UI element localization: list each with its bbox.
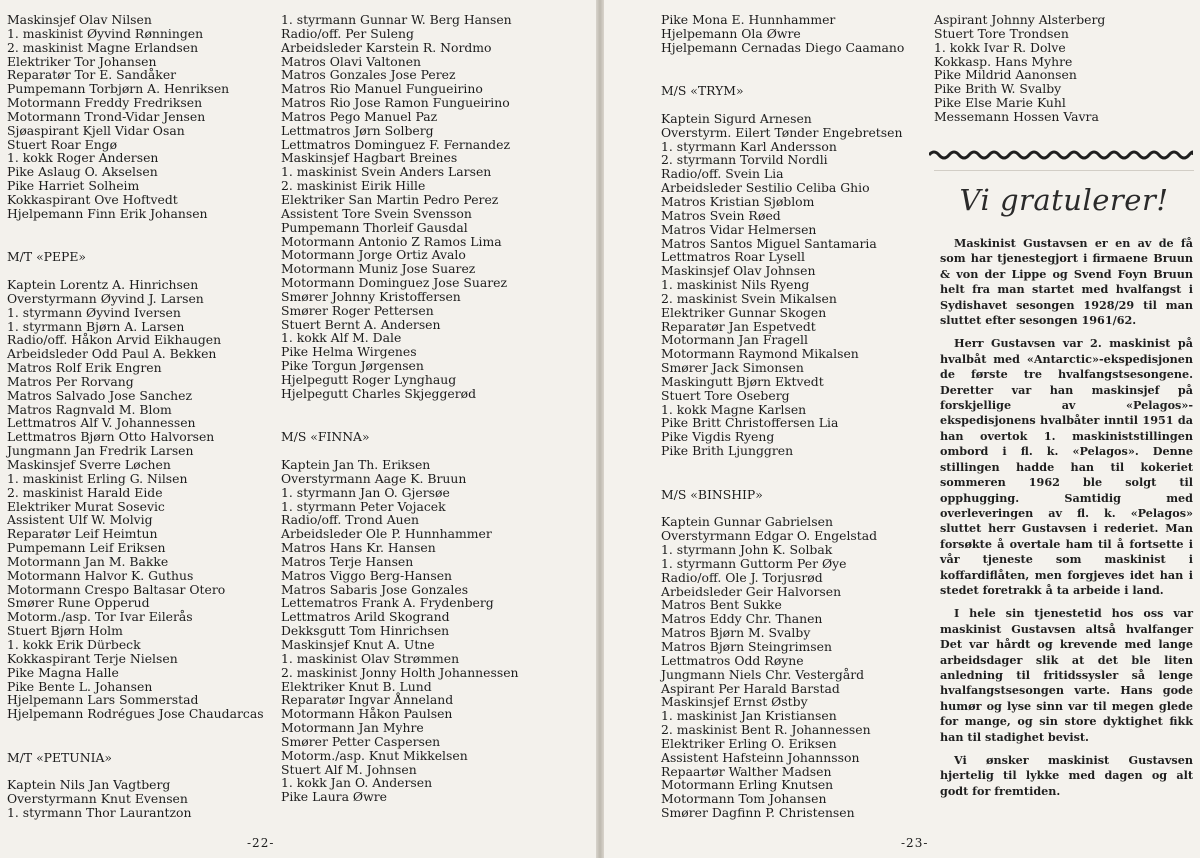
crew-entry: Kokkasp. Hans Myhre: [934, 53, 1073, 69]
crew-entry: Pumpemann Torbjørn A. Henriksen: [7, 81, 230, 97]
crew-entry: Lettmatros Dominguez F. Fernandez: [281, 136, 510, 152]
crew-entry: Pike Aslaug O. Akselsen: [7, 164, 158, 180]
crew-entry: Matros Rolf Erik Engren: [7, 360, 162, 376]
crew-entry: Overstyrm. Eilert Tønder Engebretsen: [661, 124, 903, 140]
crew-entry: 2. maskinist Harald Eide: [7, 484, 163, 500]
page-23: [604, 0, 1200, 858]
article-paragraph: Maskinist Gustavsen er en av de få som har tjenestegjort i firmaene Bruun & von der Lippe og Svend Foyn Bruun helt fra man startet med hvalfangst i Sydishavet sesongen 1928/29 til man sluttet efter sesongen 1961/62.: [940, 236, 1193, 328]
crew-entry: 1. styrmann Karl Andersson: [661, 138, 837, 154]
crew-entry: Overstyrmann Edgar O. Engelstad: [661, 528, 878, 544]
crew-entry: Lettmatros Arild Skogrand: [281, 609, 450, 625]
crew-entry: Stuert Bjørn Holm: [7, 623, 123, 639]
list-spacer: [661, 68, 931, 82]
crew-entry: Elektriker Tor Johansen: [7, 53, 157, 69]
crew-entry: Lettmatros Jørn Solberg: [281, 122, 434, 138]
crew-entry: 1. styrmann Guttorm Per Øye: [661, 555, 847, 571]
crew-entry: Smører Dagfinn P. Christensen: [661, 805, 855, 821]
ship-heading: M/T «PETUNIA»: [7, 749, 112, 765]
crew-entry: 1. kokk Magne Karlsen: [661, 401, 807, 417]
crew-entry: Maskinsjef Sverre Løchen: [7, 457, 171, 472]
crew-entry: Matros Viggo Berg-Hansen: [281, 567, 453, 583]
crew-entry: Jungmann Niels Chr. Vestergård: [661, 666, 865, 682]
crew-entry: Elektriker Knut B. Lund: [281, 678, 432, 694]
crew-entry: Kaptein Sigurd Arnesen: [661, 110, 812, 126]
crew-entry: Smører Rune Opperud: [7, 595, 150, 611]
crew-list-column-4: [934, 13, 1194, 124]
crew-entry: 1. kokk Ivar R. Dolve: [934, 39, 1066, 55]
book-gutter: [596, 0, 604, 858]
crew-entry: Motormann Trond-Vidar Jensen: [7, 108, 206, 124]
crew-entry: 1. maskinist Nils Ryeng: [661, 277, 810, 293]
crew-entry: Lettmatros Alf V. Johannessen: [7, 415, 196, 431]
crew-entry: Pike Magna Halle: [7, 664, 119, 680]
list-spacer: [661, 55, 931, 69]
crew-entry: Elektriker Gunnar Skogen: [661, 304, 827, 320]
crew-entry: 1. styrmann Peter Vojacek: [281, 498, 446, 514]
article-paragraph: Vi ønsker maskinist Gustavsen hjertelig til lykke med dagen og alt godt for fremtiden.: [940, 753, 1193, 798]
page-number: -22-: [247, 836, 275, 850]
crew-entry: Hjelpemann Finn Erik Johansen: [7, 205, 208, 221]
crew-entry: Stuert Tore Trondsen: [934, 25, 1069, 41]
list-spacer: [7, 235, 277, 249]
crew-entry: Motormann Jan Myhre: [281, 720, 424, 736]
crew-entry: 1. styrmann Gunnar W. Berg Hansen: [281, 12, 512, 27]
crew-list-column-1: [7, 13, 277, 820]
crew-entry: Matros Olavi Valtonen: [281, 53, 422, 69]
crew-entry: Motormann Antonio Z Ramos Lima: [281, 233, 502, 249]
article-paragraph: I hele sin tjenestetid hos oss var maskinist Gustavsen altså hvalfanger Det var hårdt og krevende med lange arbeidsdager slik at det ble liten anledning til fritidssysler så lenge hvalfangstsesongen varte. Hans gode humør og lyse sinn var til megen glede for mange, og sin store dyktighet fikk han til stadighet bevist.: [940, 606, 1193, 744]
crew-entry: 2. maskinist Svein Mikalsen: [661, 290, 837, 306]
list-spacer: [281, 444, 581, 458]
list-spacer: [7, 721, 277, 735]
crew-entry: Motorm./asp. Tor Ivar Eilerås: [7, 609, 193, 625]
crew-entry: Pike Bente L. Johansen: [7, 678, 153, 694]
list-spacer: [661, 502, 931, 516]
crew-entry: Hjelpegutt Roger Lynghaug: [281, 371, 457, 387]
crew-entry: Pike Britt Christoffersen Lia: [661, 415, 839, 431]
crew-entry: Matros Ragnvald M. Blom: [7, 401, 172, 417]
ship-heading: M/S «FINNA»: [281, 429, 370, 445]
crew-entry: Kaptein Nils Jan Vagtberg: [7, 777, 171, 793]
crew-entry: Reparatør Ingvar Ånneland: [281, 692, 454, 708]
crew-entry: Matros Rio Manuel Fungueirino: [281, 81, 483, 97]
crew-entry: Repaartør Walther Madsen: [661, 763, 832, 779]
crew-entry: Arbeidsleder Sestilio Celiba Ghio: [661, 180, 870, 196]
crew-entry: Radio/off. Håkon Arvid Eikhaugen: [7, 332, 222, 348]
crew-entry: Pike Laura Øwre: [281, 789, 387, 805]
crew-entry: Lettmatros Roar Lysell: [661, 249, 805, 265]
crew-entry: Reparatør Leif Heimtun: [7, 526, 158, 542]
crew-entry: Radio/off. Per Suleng: [281, 25, 414, 41]
list-spacer: [7, 221, 277, 235]
crew-entry: 2. maskinist Eirik Hille: [281, 178, 426, 194]
crew-entry: Hjelpegutt Charles Skjeggerød: [281, 385, 477, 401]
crew-entry: Matros Per Rorvang: [7, 373, 134, 389]
crew-entry: Kokkaspirant Terje Nielsen: [7, 650, 178, 666]
crew-entry: Maskinsjef Knut A. Utne: [281, 636, 435, 652]
crew-entry: Pike Brith W. Svalby: [934, 81, 1062, 97]
crew-entry: Smører Jack Simonsen: [661, 360, 804, 376]
crew-entry: Matros Bent Sukke: [661, 597, 782, 613]
crew-entry: Radio/off. Ole J. Torjusrød: [661, 569, 823, 585]
crew-entry: Messemann Hossen Vavra: [934, 108, 1099, 124]
crew-entry: Matros Hans Kr. Hansen: [281, 540, 436, 556]
wave-divider: [929, 147, 1193, 163]
crew-entry: 1. maskinist Jan Kristiansen: [661, 708, 837, 724]
article-paragraph: Herr Gustavsen var 2. maskinist på hvalbåt med «Antarctic»-ekspedisjonen de første tre hvalfangstsesongene. Deretter var han maskinsjef på forskjellige av «Pelagos»-ekspedisjonens hvalbåter inntil 1951 da han overtok 1. maskiniststillingen ombord i fl. k. «Pelagos». Denne stillingen hadde han til kokeriet sommeren 1962 ble solgt til opphugging. Samtidig med overleveringen av fl. k. «Pelagos» sluttet herr Gustavsen i rederiet. Man forsøkte å overtale ham til å fortsette i vår tjeneste som maskinist i koffardiflåten, men forgjeves idet han i stedet foretrakk å ta arbeide i land.: [940, 336, 1193, 597]
crew-entry: Stuert Alf M. Johnsen: [281, 761, 417, 777]
crew-entry: Motormann Freddy Fredriksen: [7, 95, 203, 111]
crew-entry: 1. kokk Roger Andersen: [7, 150, 159, 166]
crew-entry: Kaptein Lorentz A. Hinrichsen: [7, 277, 199, 293]
crew-entry: Motormann Raymond Mikalsen: [661, 346, 859, 362]
crew-entry: Stuert Roar Engø: [7, 136, 118, 152]
crew-entry: Arbeidsleder Geir Halvorsen: [661, 583, 842, 599]
crew-entry: Pumpemann Thorleif Gausdal: [281, 219, 468, 235]
crew-entry: 1. styrmann Thor Laurantzon: [7, 805, 192, 821]
crew-entry: Assistent Hafsteinn Johannsson: [661, 749, 860, 765]
crew-entry: Motormann Halvor K. Guthus: [7, 567, 194, 583]
list-spacer: [661, 98, 931, 112]
crew-entry: Matros Terje Hansen: [281, 553, 414, 569]
crew-entry: Matros Kristian Sjøblom: [661, 193, 815, 209]
article-title: Vi gratulerer!: [959, 183, 1169, 217]
crew-entry: Matros Pego Manuel Paz: [281, 108, 438, 124]
crew-entry: Lettmatros Odd Røyne: [661, 652, 804, 668]
crew-entry: Matros Svein Røed: [661, 207, 781, 223]
crew-entry: Matros Rio Jose Ramon Fungueirino: [281, 95, 510, 111]
crew-entry: Matros Eddy Chr. Thanen: [661, 611, 823, 627]
crew-entry: Smører Petter Caspersen: [281, 733, 441, 749]
crew-entry: Radio/off. Svein Lia: [661, 166, 784, 182]
crew-entry: Radio/off. Trond Auen: [281, 512, 419, 528]
crew-entry: Hjelpemann Lars Sommerstad: [7, 692, 199, 708]
crew-entry: 1. styrmann Jan O. Gjersøe: [281, 484, 450, 500]
crew-entry: Pike Mona E. Hunnhammer: [661, 12, 836, 27]
page-number: -23-: [901, 836, 929, 850]
ship-heading: M/T «PEPE»: [7, 249, 86, 265]
crew-entry: Stuert Bernt A. Andersen: [281, 316, 441, 332]
list-spacer: [661, 458, 931, 472]
crew-entry: Pike Harriet Solheim: [7, 178, 140, 194]
crew-entry: Matros Gonzales Jose Perez: [281, 67, 456, 83]
crew-entry: 1. maskinist Erling G. Nilsen: [7, 470, 188, 486]
crew-list-column-2: [281, 13, 581, 804]
crew-entry: Pike Vigdis Ryeng: [661, 429, 775, 445]
crew-entry: Stuert Tore Oseberg: [661, 387, 790, 403]
crew-entry: Aspirant Johnny Alsterberg: [934, 12, 1106, 27]
crew-entry: 1. kokk Jan O. Andersen: [281, 775, 433, 791]
crew-entry: Maskinsjef Olav Johnsen: [661, 263, 816, 279]
ship-heading: M/S «TRYM»: [661, 83, 744, 99]
crew-entry: 2. maskinist Bent R. Johannessen: [661, 722, 871, 738]
crew-entry: Pike Brith Ljunggren: [661, 443, 794, 459]
crew-entry: 2. maskinist Jonny Holth Johannessen: [281, 664, 519, 680]
crew-entry: Overstyrmann Øyvind J. Larsen: [7, 290, 204, 306]
crew-entry: Reparatør Tor E. Sandåker: [7, 67, 177, 83]
list-spacer: [661, 472, 931, 486]
crew-list-column-3: [661, 13, 931, 820]
crew-entry: Hjelpemann Cernadas Diego Caamano: [661, 39, 905, 55]
article-body: [940, 236, 1193, 807]
list-spacer: [7, 765, 277, 779]
crew-entry: 2. styrmann Torvild Nordli: [661, 152, 828, 168]
crew-entry: Dekksgutt Tom Hinrichsen: [281, 623, 450, 639]
crew-entry: Matros Bjørn M. Svalby: [661, 625, 811, 641]
crew-entry: Motormann Crespo Baltasar Otero: [7, 581, 226, 597]
crew-entry: Motormann Muniz Jose Suarez: [281, 261, 476, 277]
crew-entry: Reparatør Jan Espetvedt: [661, 318, 816, 334]
crew-entry: Pike Else Marie Kuhl: [934, 95, 1066, 111]
list-spacer: [281, 401, 581, 415]
ship-heading: M/S «BINSHIP»: [661, 486, 763, 502]
crew-entry: Matros Bjørn Steingrimsen: [661, 638, 832, 654]
crew-entry: Arbeidsleder Odd Paul A. Bekken: [7, 346, 217, 362]
crew-entry: Matros Sabaris Jose Gonzales: [281, 581, 469, 597]
list-spacer: [7, 264, 277, 278]
crew-entry: Pike Helma Wirgenes: [281, 344, 417, 360]
list-spacer: [7, 735, 277, 749]
crew-entry: Maskinsjef Hagbart Breines: [281, 150, 458, 166]
crew-entry: Pumpemann Leif Eriksen: [7, 540, 166, 556]
crew-entry: Kaptein Jan Th. Eriksen: [281, 457, 431, 472]
crew-entry: Assistent Tore Svein Svensson: [281, 205, 472, 221]
crew-entry: Overstyrmann Aage K. Bruun: [281, 470, 467, 486]
crew-entry: Hjelpemann Ola Øwre: [661, 25, 801, 41]
crew-entry: Smører Johnny Kristoffersen: [281, 288, 461, 304]
crew-entry: Matros Santos Miguel Santamaria: [661, 235, 877, 251]
crew-entry: Overstyrmann Knut Evensen: [7, 791, 188, 807]
crew-entry: Pike Mildrid Aanonsen: [934, 67, 1077, 83]
crew-entry: 1. styrmann John K. Solbak: [661, 542, 833, 558]
crew-entry: Elektriker Murat Sosevic: [7, 498, 165, 514]
crew-entry: Aspirant Per Harald Barstad: [661, 680, 840, 696]
crew-entry: Lettematros Frank A. Frydenberg: [281, 595, 494, 611]
crew-entry: Kaptein Gunnar Gabrielsen: [661, 514, 833, 530]
crew-entry: Arbeidsleder Ole P. Hunnhammer: [281, 526, 492, 542]
crew-entry: Motorm./asp. Knut Mikkelsen: [281, 747, 468, 763]
page-22: [0, 0, 596, 858]
crew-entry: 1. kokk Alf M. Dale: [281, 330, 402, 346]
crew-entry: Sjøaspirant Kjell Vidar Osan: [7, 122, 185, 138]
crew-entry: Motormann Jan Fragell: [661, 332, 808, 348]
crew-entry: Motormann Dominguez Jose Suarez: [281, 275, 508, 291]
crew-entry: Motormann Jan M. Bakke: [7, 553, 169, 569]
crew-entry: Motormann Jorge Ortiz Avalo: [281, 247, 466, 263]
crew-entry: Pike Torgun Jørgensen: [281, 358, 424, 374]
crew-entry: 1. styrmann Øyvind Iversen: [7, 304, 181, 320]
crew-entry: Elektriker Erling O. Eriksen: [661, 735, 837, 751]
crew-entry: Maskinsjef Ernst Østby: [661, 694, 808, 710]
crew-entry: Elektriker San Martin Pedro Perez: [281, 191, 499, 207]
crew-entry: Hjelpemann Rodrégues Jose Chaudarcas: [7, 706, 264, 722]
crew-entry: 2. maskinist Magne Erlandsen: [7, 39, 199, 55]
crew-entry: Smører Roger Pettersen: [281, 302, 434, 318]
crew-entry: 1. maskinist Olav Strømmen: [281, 650, 460, 666]
list-spacer: [281, 414, 581, 428]
crew-entry: 1. maskinist Svein Anders Larsen: [281, 164, 492, 180]
crew-entry: 1. maskinist Øyvind Rønningen: [7, 25, 204, 41]
crew-entry: 1. styrmann Bjørn A. Larsen: [7, 318, 185, 334]
crew-entry: Motormann Erling Knutsen: [661, 777, 834, 793]
crew-entry: 1. kokk Erik Dürbeck: [7, 636, 141, 652]
crew-entry: Matros Salvado Jose Sanchez: [7, 387, 192, 403]
crew-entry: Assistent Ulf W. Molvig: [7, 512, 153, 528]
crew-entry: Motormann Tom Johansen: [661, 791, 827, 807]
crew-entry: Arbeidsleder Karstein R. Nordmo: [281, 39, 492, 55]
crew-entry: Maskingutt Bjørn Ektvedt: [661, 373, 824, 389]
crew-entry: Jungmann Jan Fredrik Larsen: [7, 443, 194, 459]
crew-entry: Maskinsjef Olav Nilsen: [7, 12, 152, 27]
crew-entry: Kokkaspirant Ove Hoftvedt: [7, 191, 178, 207]
crew-entry: Matros Vidar Helmersen: [661, 221, 817, 237]
crew-entry: Lettmatros Bjørn Otto Halvorsen: [7, 429, 215, 445]
crew-entry: Motormann Håkon Paulsen: [281, 706, 453, 722]
